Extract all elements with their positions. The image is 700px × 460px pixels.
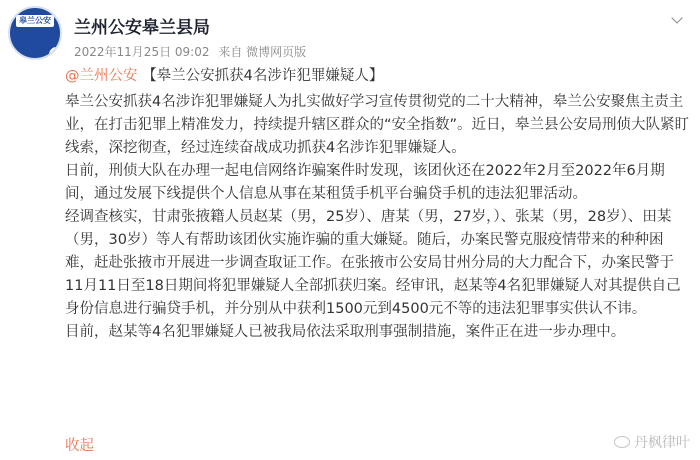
watermark-text: 丹枫律叶 [634,435,690,451]
chevron-down-icon[interactable] [670,14,686,24]
avatar-label: 皋兰公安 [16,15,54,27]
post-header [8,6,692,64]
body-paragraph: 皋兰公安抓获4名涉诈犯罪嫌疑人为扎实做好学习宣传贯彻党的二十大精神，皋兰公安聚焦主责主业，在打击犯罪上精准发力，持续提升辖区群众的“安全指数”。近日，皋兰县公安局刑侦大队紧盯线索，深挖彻查，经过连续奋战成功抓获4名涉诈犯罪嫌疑人。 [65,94,690,156]
body-paragraph: 日前，刑侦大队在办理一起电信网络诈骗案件时发现，该团伙还在2022年2月至2022年6月期间，通过发展下线提供个人信息从事在某租赁手机平台骗贷手机的违法犯罪活动。 [65,163,665,202]
post-title: 【皋兰公安抓获4名涉诈犯罪嫌疑人】 [142,68,384,84]
timestamp[interactable]: 2022年11月25日 09:02 [74,45,210,59]
weibo-icon [614,436,630,448]
watermark [614,432,690,452]
avatar[interactable] [8,6,62,60]
post-source: 来自 微博网页版 [218,45,307,59]
post-body [65,91,690,344]
mention-link[interactable]: @兰州公安 [65,68,138,84]
body-paragraph: 目前，赵某等4名犯罪嫌疑人已被我局依法采取刑事强制措施，案件正在进一步办理中。 [65,324,626,340]
verified-badge-icon [49,47,62,60]
account-name[interactable]: 兰州公安皋兰县局 [74,18,210,38]
post-title-line [65,64,383,85]
post-meta [74,43,311,60]
body-paragraph: 经调查核实，甘肃张掖籍人员赵某（男，25岁）、唐某（男，27岁，）、张某（男，28岁）、田某（男，30岁）等人有帮助该团伙实施诈骗的重大嫌疑。随后，办案民警克服疫情带来的种种困难，赶赴张掖市开展进一步调查取证工作。在张掖市公安局甘州分局的大力配合下，办案民警于11月11日至18日期间将犯罪嫌疑人全部抓获归案。经审讯，赵某等4名犯罪嫌疑人对其提供自己身份信息进行骗贷手机，并分别从中获利1500元到4500元不等的违法犯罪事实供认不讳。 [65,209,681,317]
collapse-button[interactable]: 收起 [65,438,94,454]
